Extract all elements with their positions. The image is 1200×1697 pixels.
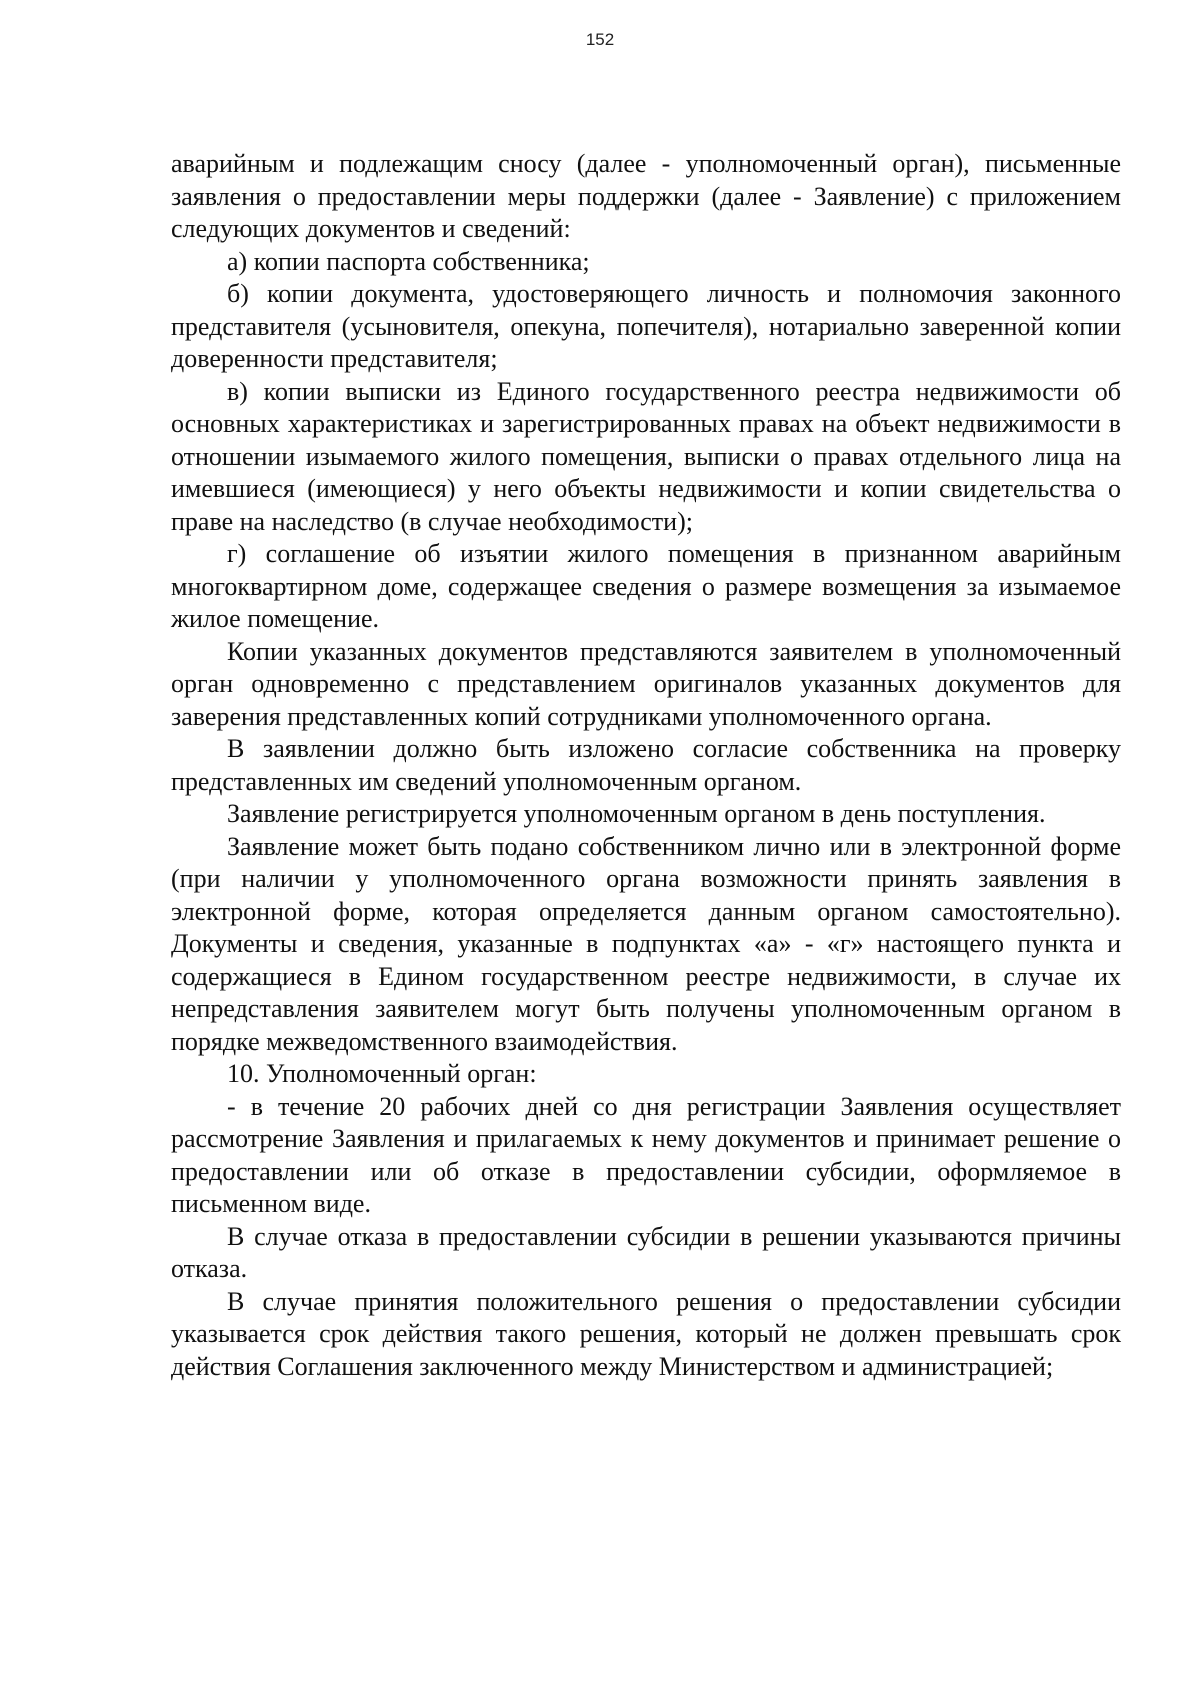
- paragraph: Заявление может быть подано собственником лично или в электронной форме (при наличии у уполномоченного органа возможности принять заявления в электронной форме, которая определяется данным органом самостоятельно). Документы и сведения, указанные в подпунктах «а» - «г» настоящего пункта и содержащиеся в Едином государственном реестре недвижимости, в случае их непредставления заявителем могут быть получены уполномоченным органом в порядке межведомственного взаимодействия.: [171, 831, 1121, 1056]
- body-text: [171, 148, 1121, 1383]
- paragraph: Заявление регистрируется уполномоченным органом в день поступления.: [227, 799, 1046, 828]
- paragraph: аварийным и подлежащим сносу (далее - уполномоченный орган), письменные заявления о предоставлении меры поддержки (далее - Заявление) с приложением следующих документов и сведений:: [171, 149, 1121, 243]
- paragraph: В случае отказа в предоставлении субсидии в решении указываются причины отказа.: [171, 1221, 1121, 1283]
- paragraph: - в течение 20 рабочих дней со дня регистрации Заявления осуществляет рассмотрение Заявления и прилагаемых к нему документов и принимает решение о предоставлении или об отказе в предоставлении субсидии, оформляемое в письменном виде.: [171, 1091, 1121, 1218]
- page-number: 152: [585, 30, 615, 49]
- paragraph: б) копии документа, удостоверяющего личность и полномочия законного представителя (усыновителя, опекуна, попечителя), нотариально заверенной копии доверенности представителя;: [171, 279, 1121, 373]
- paragraph: г) соглашение об изъятии жилого помещения в признанном аварийным многоквартирном доме, содержащее сведения о размере возмещения за изымаемое жилое помещение.: [171, 539, 1121, 633]
- paragraph: Копии указанных документов представляются заявителем в уполномоченный орган одновременно с представлением оригиналов указанных документов для заверения представленных копий сотрудниками уполномоченного органа.: [171, 636, 1121, 731]
- paragraph: В случае принятия положительного решения о предоставлении субсидии указывается срок действия такого решения, который не должен превышать срок действия Соглашения заключенного между Министерством и администрацией;: [171, 1286, 1121, 1381]
- paragraph: а) копии паспорта собственника;: [227, 246, 590, 276]
- paragraph: в) копии выписки из Единого государственного реестра недвижимости об основных характеристиках и зарегистрированных правах на объект недвижимости в отношении изымаемого жилого помещения, выписки о правах отдельного лица на имевшиеся (имеющиеся) у него объекты недвижимости и копии свидетельства о праве на наследство (в случае необходимости);: [171, 376, 1121, 536]
- paragraph: В заявлении должно быть изложено согласие собственника на проверку представленных им сведений уполномоченным органом.: [171, 734, 1121, 796]
- paragraph: 10. Уполномоченный орган:: [227, 1059, 537, 1088]
